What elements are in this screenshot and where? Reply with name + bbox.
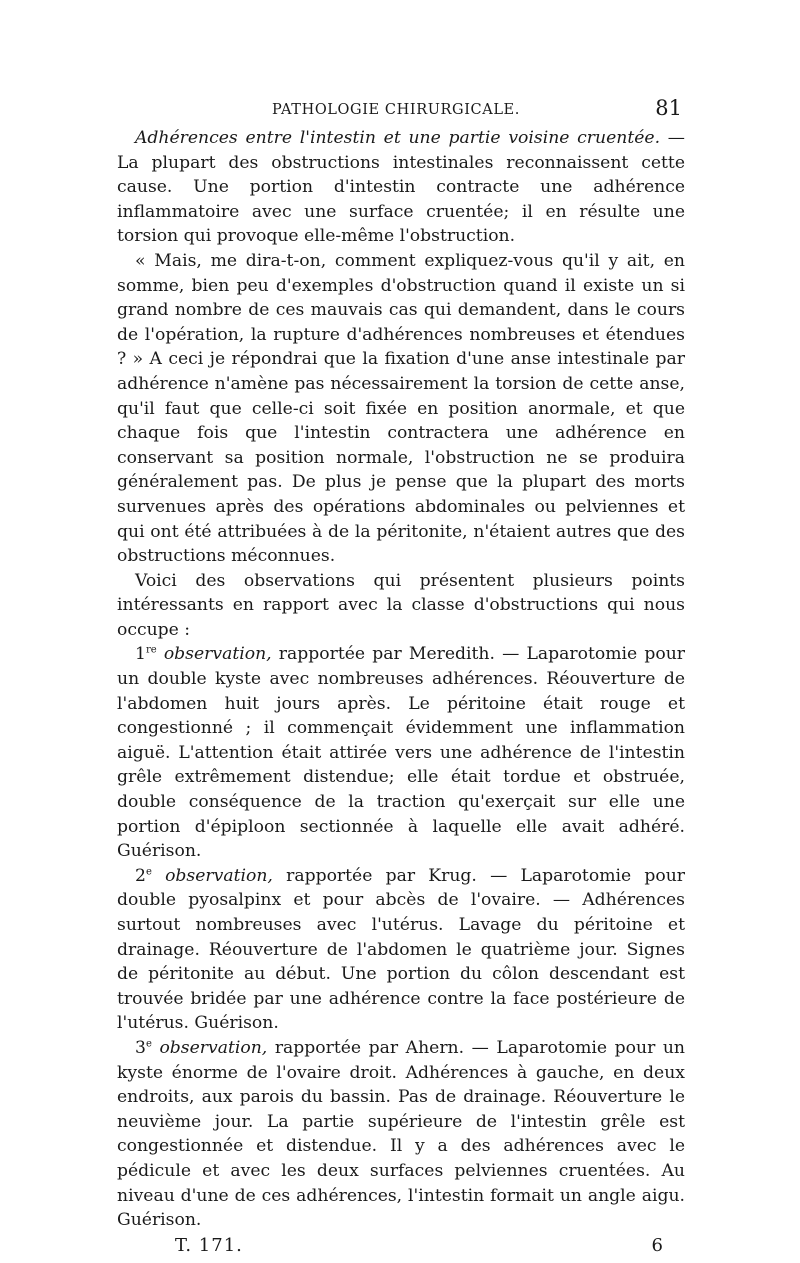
page-header xyxy=(117,96,685,126)
observation-ordinal: e xyxy=(145,866,152,878)
section-lead-rest: — La plupart des obstructions intestinales reconnaissent cette cause. Une portion d'intestin contracte une adhérence inflammatoire avec une surface cruentée; il en résulte une torsion qui provoque elle-même l'obstruction. xyxy=(117,128,685,247)
observation-paragraph xyxy=(117,642,685,863)
observation-number: 2 xyxy=(135,865,146,886)
observation-text: rapportée par Ahern. — Laparotomie pour un kyste énorme de l'ovaire droit. Adhérences à gauche, en deux endroits, aux parois du bassin. Pas de drainage. Réouverture le neuvième jour. La partie supérieure de l'intestin grêle est congestionnée et distendue. Il y a des adhérences avec le pédicule et avec les deux surfaces pelviennes cruentées. Au niveau d'une de ces adhérences, l'intestin formait un angle aigu. Guérison. xyxy=(117,1037,685,1231)
observation-paragraph xyxy=(117,1036,685,1233)
observation-paragraph xyxy=(117,864,685,1036)
running-head: PATHOLOGIE CHIRURGICALE. xyxy=(272,102,520,118)
paragraph: Voici des observations qui présentent plusieurs points intéressants en rapport avec la classe d'obstructions qui nous occupe : xyxy=(117,570,685,640)
paragraph: « Mais, me dira-t-on, comment expliquez-vous qu'il y ait, en somme, bien peu d'exemples d'obstruction quand il existe un si grand nombre de ces mauvais cas qui demandent, dans le cours de l'opération, la rupture d'adhérences nombreuses et étendues ? » A ceci je répondrai que la fixation d'une anse intestinale par adhérence n'amène pas nécessairement la torsion de cette anse, qu'il faut que celle-ci soit fixée en position anormale, et que chaque fois que l'intestin contractera une adhérence en conservant sa position normale, l'obstruction ne se produira généralement pas. De plus je pense que la plupart des morts survenues après des opérations abdominales ou pelviennes et qui ont été attribuées à de la péritonite, n'étaient autres que des obstructions méconnues. xyxy=(117,250,685,567)
observation-text: rapportée par Krug. — Laparotomie pour double pyosalpinx et pour abcès de l'ovaire. — Adhérences surtout nombreuses avec l'utérus. Lavage du péritoine et drainage. Réouverture de l'abdomen le quatrième jour. Signes de péritonite au début. Une portion du côlon descendant est trouvée bridée par une adhérence contre la face postérieure de l'utérus. Guérison. xyxy=(117,865,686,1034)
page-number: 81 xyxy=(655,96,682,120)
book-page xyxy=(117,96,685,1263)
observation-ordinal: re xyxy=(145,644,157,656)
section-lead: Adhérences entre l'intestin et une partie voisine cruentée. xyxy=(135,128,661,148)
observation-label: observation, xyxy=(165,865,273,886)
page-footer xyxy=(117,1235,685,1263)
observation-number: 3 xyxy=(135,1037,146,1058)
observation-label: observation, xyxy=(163,644,272,665)
observation-label: observation, xyxy=(159,1037,268,1058)
observation-number: 1 xyxy=(135,644,146,665)
signature-number: 6 xyxy=(651,1234,663,1256)
signature-mark: T. 171. xyxy=(175,1234,243,1256)
observation-ordinal: e xyxy=(145,1038,152,1050)
section-paragraph xyxy=(117,126,685,249)
body-text xyxy=(117,126,685,1233)
observation-text: rapportée par Meredith. — Laparotomie pour un double kyste avec nombreuses adhérences. Réouverture de l'abdomen huit jours après. Le péritoine était rouge et congestionné ; il commençait évidemment une inflammation aiguë. L'attention était attirée vers une adhérence de l'intestin grêle extrêmement distendue; elle était tordue et obstruée, double conséquence de la traction qu'exerçait sur elle une portion d'épiploon sectionnée à laquelle elle avait adhéré. Guérison. xyxy=(117,644,685,862)
